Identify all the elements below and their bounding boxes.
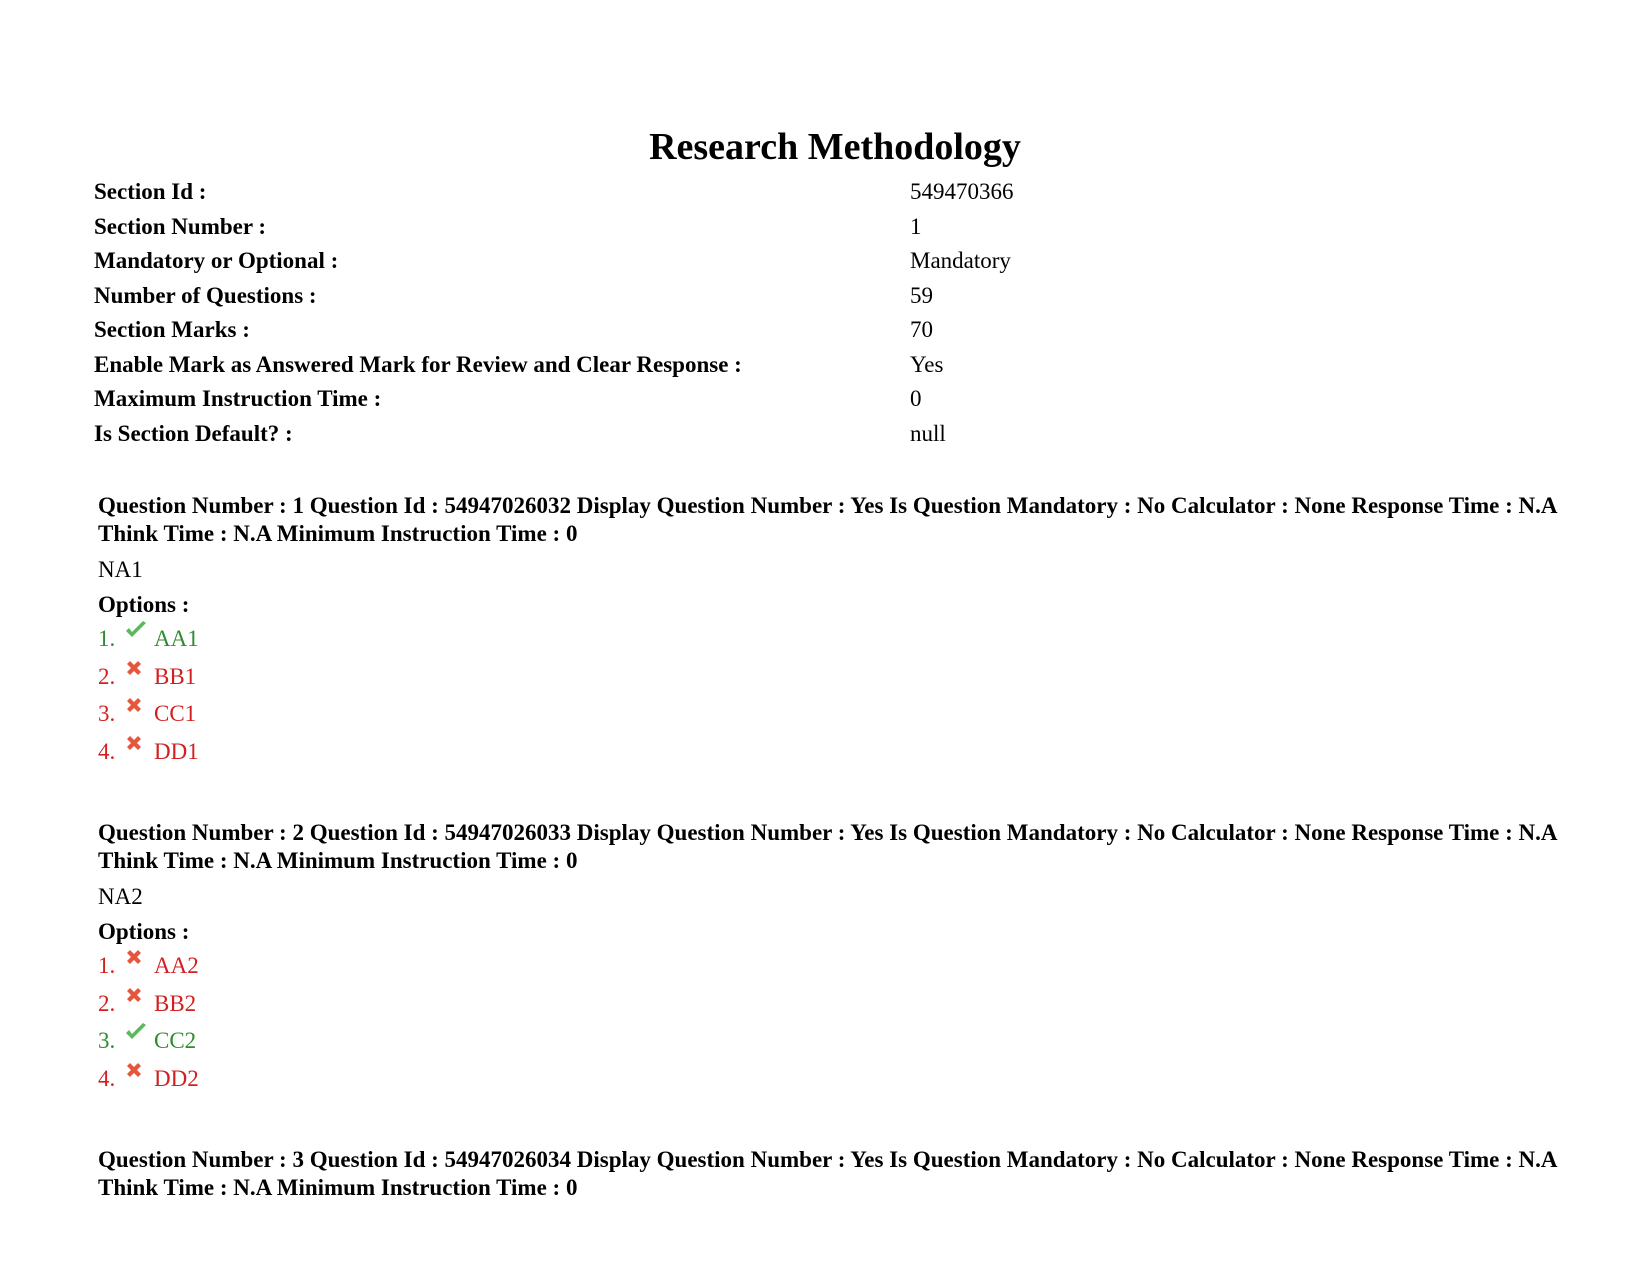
cross-icon: [124, 738, 154, 766]
section-row-value: Yes: [910, 351, 944, 377]
options-label: Options :: [98, 592, 190, 617]
cross-icon: [124, 700, 154, 728]
section-row: [94, 210, 1014, 245]
section-row: [94, 279, 1014, 314]
option-item: [98, 700, 1578, 738]
option-number: 4.: [98, 738, 116, 764]
section-row: [94, 417, 1014, 452]
section-row: [94, 175, 1014, 210]
option-item: [98, 738, 1578, 776]
question-header: Question Number : 2 Question Id : 54947026033 Display Question Number : Yes Is Question Mandatory : No Calculator : None Response Time : N.A Think Time : N.A Minimum Instruction Time : 0: [98, 820, 1557, 873]
question-block: [98, 819, 1578, 1102]
option-text: DD1: [154, 738, 199, 764]
options-list: [98, 952, 1578, 1102]
section-row: [94, 313, 1014, 348]
section-row-label: Number of Questions :: [94, 282, 317, 308]
option-number: 1.: [98, 626, 116, 651]
section-row-label: Maximum Instruction Time :: [94, 386, 382, 412]
section-row-label: Section Id :: [94, 179, 207, 205]
question-header: Question Number : 3 Question Id : 54947026034 Display Question Number : Yes Is Question Mandatory : No Calculator : None Response Time : N.A Think Time : N.A Minimum Instruction Time : 0: [98, 1147, 1557, 1200]
question-header: Question Number : 1 Question Id : 54947026032 Display Question Number : Yes Is Question Mandatory : No Calculator : None Response Time : N.A Think Time : N.A Minimum Instruction Time : 0: [98, 493, 1557, 546]
section-row-value: null: [910, 420, 946, 446]
option-item: [98, 952, 1578, 990]
section-row-label: Enable Mark as Answered Mark for Review and Clear Response :: [94, 351, 742, 377]
cross-icon: [124, 990, 154, 1018]
options-list: [98, 625, 1578, 775]
section-row: [94, 244, 1014, 279]
question-text: NA1: [98, 557, 143, 582]
section-row-value: 0: [910, 386, 922, 412]
section-row-label: Is Section Default? :: [94, 420, 293, 446]
option-item: [98, 663, 1578, 701]
option-text: AA2: [154, 953, 199, 978]
option-text: DD2: [154, 1065, 199, 1091]
question-block: [98, 1146, 1578, 1202]
options-label: Options :: [98, 919, 190, 944]
section-row-value: Mandatory: [910, 248, 1011, 274]
section-row-label: Section Number :: [94, 213, 267, 239]
option-item: [98, 1027, 1578, 1065]
option-text: BB2: [154, 990, 197, 1016]
option-number: 2.: [98, 990, 116, 1016]
section-row-value: 549470366: [910, 179, 1014, 205]
option-text: AA1: [154, 626, 199, 651]
cross-icon: [124, 663, 154, 691]
option-number: 3.: [98, 1028, 116, 1053]
cross-icon: [124, 1065, 154, 1093]
section-row-value: 1: [910, 213, 922, 239]
option-text: CC1: [154, 701, 197, 726]
section-row-label: Mandatory or Optional :: [94, 248, 339, 274]
option-item: [98, 1065, 1578, 1103]
option-text: BB1: [154, 663, 197, 689]
section-row-value: 70: [910, 317, 933, 343]
option-number: 2.: [98, 663, 116, 689]
question-block: [98, 492, 1578, 775]
option-item: [98, 990, 1578, 1028]
section-row-label: Section Marks :: [94, 317, 250, 343]
option-item: [98, 625, 1578, 663]
option-text: CC2: [154, 1028, 197, 1053]
section-row: [94, 348, 1014, 383]
check-icon: [124, 1027, 154, 1055]
section-row-value: 59: [910, 282, 933, 308]
cross-icon: [124, 952, 154, 980]
option-number: 4.: [98, 1065, 116, 1091]
option-number: 3.: [98, 701, 116, 726]
section-info-table: [94, 175, 1014, 451]
section-row: [94, 382, 1014, 417]
check-icon: [124, 625, 154, 653]
option-number: 1.: [98, 953, 116, 978]
page-title: Research Methodology: [649, 126, 1021, 168]
question-text: NA2: [98, 884, 143, 909]
